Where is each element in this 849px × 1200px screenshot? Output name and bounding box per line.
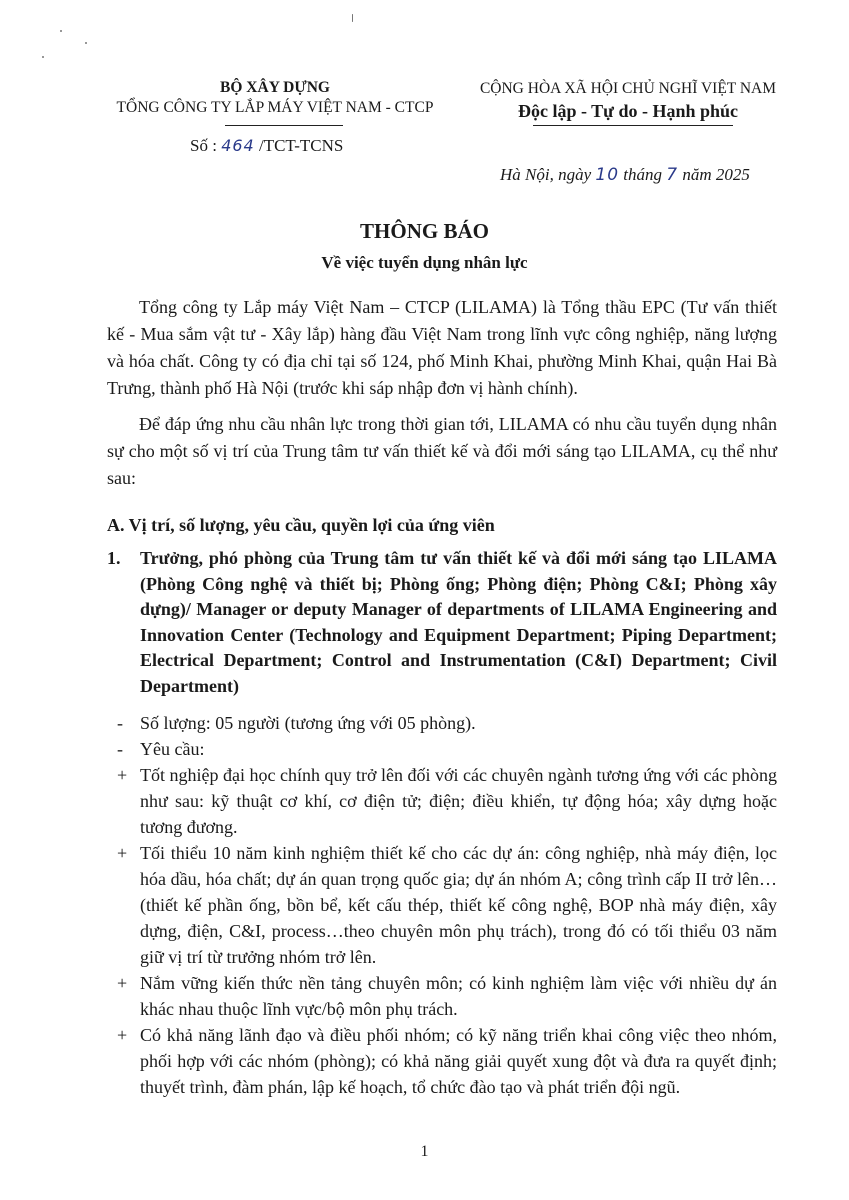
list-item [117, 762, 777, 840]
document-number [190, 136, 343, 156]
doc-number-handwritten: 464 [221, 136, 255, 155]
issue-date [500, 165, 750, 185]
national-motto: Độc lập - Tự do - Hạnh phúc [517, 101, 739, 121]
purpose-paragraph: Để đáp ứng nhu cầu nhân lực trong thời gian tới, LILAMA có nhu cầu tuyển dụng nhân sự cho một số vị trí của Trung tâm tư vấn thiết kế và đổi mới sáng tạo LILAMA, cụ thể như sau: [107, 414, 777, 488]
scan-speck [42, 56, 44, 58]
bullet-text: Nắm vững kiến thức nền tảng chuyên môn; có kinh nghiệm làm việc với nhiều dự án khác nhau thuộc lĩnh vực/bộ môn phụ trách. [140, 973, 777, 1019]
doc-number-suffix: /TCT-TCNS [254, 136, 344, 155]
company-name: TỔNG CÔNG TY LẮP MÁY VIỆT NAM - CTCP [116, 99, 434, 116]
bullet-marker: + [117, 1025, 128, 1045]
bullet-text: Tối thiểu 10 năm kinh nghiệm thiết kế cho các dự án: công nghiệp, nhà máy điện, lọc hóa dầu, hóa chất; dự án quan trọng quốc gia; dự án nhóm A; công trình cấp II trở lên… (thiết kế phần ống, bồn bể, kết cấu thép, thiết kế công nghệ, BOP nhà máy điện, xây dựng, điện, C&I, process…theo chuyên môn phụ trách), trong đó có tối thiểu 03 năm giữ vị trí từ trưởng nhóm trở lên. [140, 843, 777, 967]
date-month-handwritten: 7 [666, 165, 679, 185]
header-right-rule [533, 125, 733, 126]
bullet-text: Có khả năng lãnh đạo và điều phối nhóm; có kỹ năng triển khai công việc theo nhóm, phối hợp với các nhóm (phòng); có khả năng giải quyết xung đột và đưa ra quyết định; thuyết trình, đàm phán, lập kế hoạch, tổ chức đào tạo và phát triển đội ngũ. [140, 1025, 777, 1097]
document-subtitle: Về việc tuyển dụng nhân lực [321, 253, 528, 272]
position-1-text: Trưởng, phó phòng của Trung tâm tư vấn thiết kế và đổi mới sáng tạo LILAMA (Phòng Công nghệ và thiết bị; Phòng ống; Phòng điện; Phòng C&I; Phòng xây dựng)/ Manager or deputy Manager of departments of LILAMA Engineering and Innovation Center (Technology and Equipment Department; Piping Department; Electrical Department; Control and Instrumentation (C&I) Department; Civil Department) [140, 548, 777, 696]
list-item [117, 710, 777, 736]
bullet-marker: - [117, 713, 123, 733]
bullet-marker: + [117, 843, 128, 863]
header-left-rule [225, 125, 343, 126]
bullet-text: Tốt nghiệp đại học chính quy trở lên đối với các chuyên ngành tương ứng với các phòng như sau: kỹ thuật cơ khí, cơ điện tử; điện; điều khiển, tự động hóa; xây dựng hoặc tương đương. [140, 765, 777, 837]
list-item [117, 970, 777, 1022]
document-title: THÔNG BÁO [360, 219, 489, 243]
date-year-label: năm 2025 [678, 165, 750, 184]
header-left [95, 78, 455, 118]
bullet-marker: - [117, 739, 123, 759]
list-item [117, 1022, 777, 1100]
page-number: 1 [420, 1143, 429, 1160]
position-1-number: 1. [107, 548, 121, 568]
list-item [117, 736, 777, 762]
scan-speck [60, 30, 62, 32]
date-day-handwritten: 10 [595, 165, 620, 185]
list-item [117, 840, 777, 970]
date-month-label: tháng [619, 165, 667, 184]
date-prefix: Hà Nội, ngày [500, 165, 596, 184]
bullet-text: Số lượng: 05 người (tương ứng với 05 phòng). [140, 713, 476, 733]
scan-speck [85, 42, 87, 44]
bullet-text: Yêu cầu: [140, 739, 205, 759]
section-a-heading: A. Vị trí, số lượng, yêu cầu, quyền lợi của ứng viên [107, 515, 495, 535]
bullet-marker: + [117, 973, 128, 993]
ministry-name: BỘ XÂY DỰNG [220, 79, 330, 96]
intro-paragraph: Tổng công ty Lắp máy Việt Nam – CTCP (LILAMA) là Tổng thầu EPC (Tư vấn thiết kế - Mua sắm vật tư - Xây lắp) hàng đầu Việt Nam trong lĩnh vực công nghiệp, năng lượng và hóa chất. Công ty có địa chỉ tại số 124, phố Minh Khai, phường Minh Khai, quận Hai Bà Trưng, thành phố Hà Nội (trước khi sáp nhập đơn vị hành chính). [107, 297, 777, 398]
header-right [468, 78, 788, 122]
scan-speck [352, 14, 353, 22]
bullet-marker: + [117, 765, 128, 785]
republic-name: CỘNG HÒA XÃ HỘI CHỦ NGHĨ VIỆT NAM [479, 80, 777, 97]
doc-number-prefix: Số : [190, 136, 222, 155]
position-1-heading [107, 546, 777, 699]
